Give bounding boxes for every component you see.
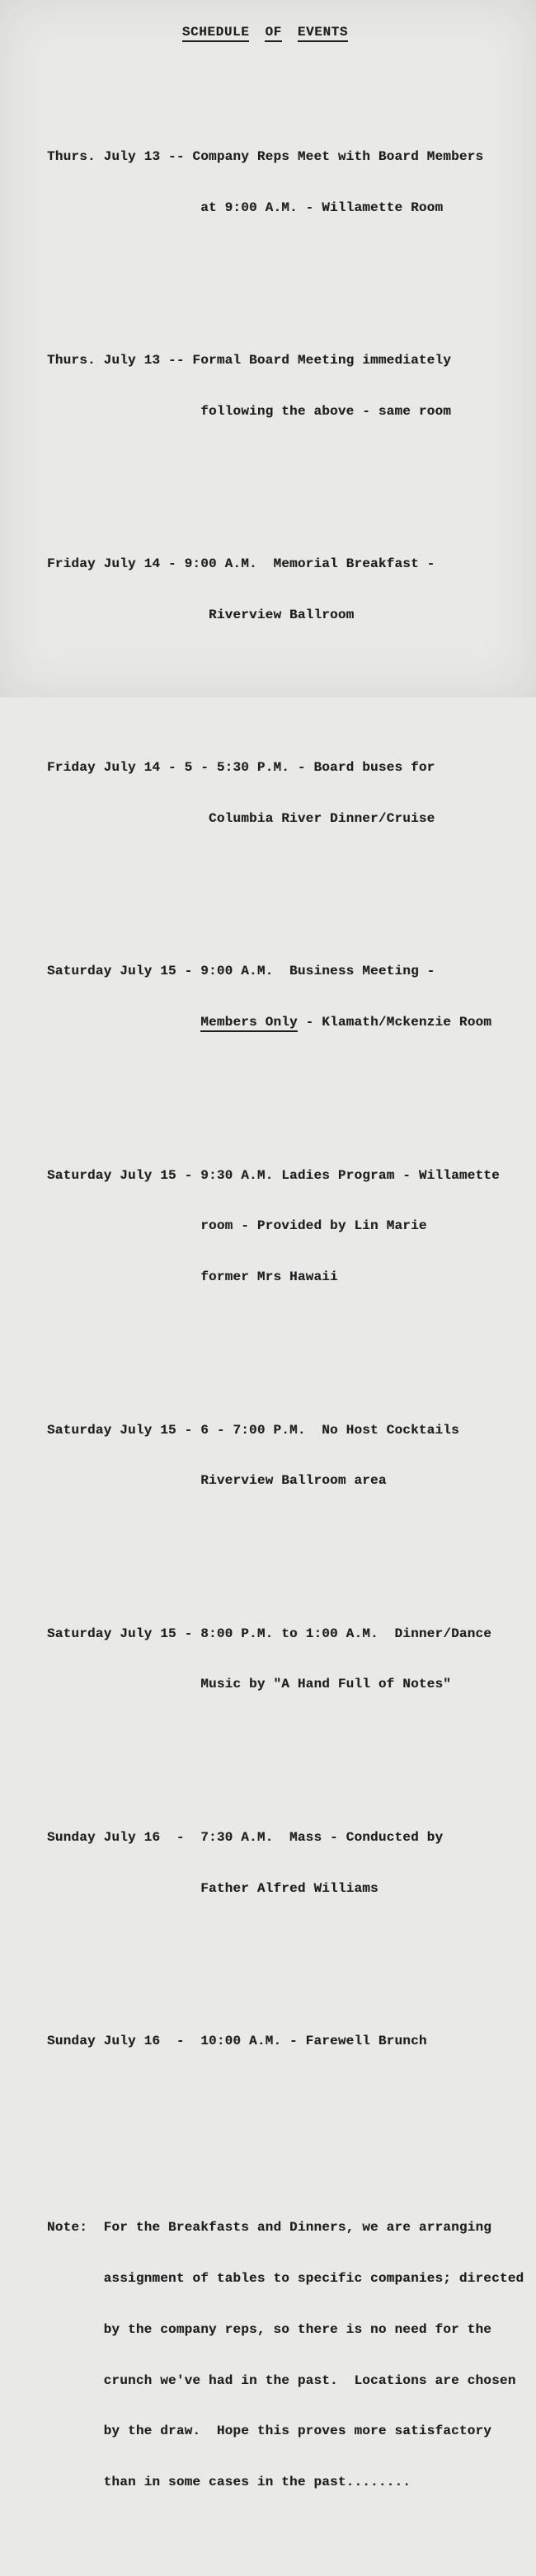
schedule-entry-line: Thurs. July 13 -- Formal Board Meeting immediately	[47, 353, 452, 368]
note-block	[47, 2185, 524, 2525]
schedule-entry-line: Riverview Ballroom area	[47, 1473, 387, 1489]
schedule-entry-line: Sunday July 16 - 10:00 A.M. - Farewell Brunch	[47, 2033, 427, 2048]
schedule-entry-line: following the above - same room	[47, 403, 452, 419]
schedule-entry-line: Friday July 14 - 9:00 A.M. Memorial Breakfast -	[47, 556, 435, 572]
schedule-entry-line: Music by "A Hand Full of Notes"	[47, 1677, 452, 1692]
schedule-entry-line-rest: - Klamath/Mckenzie Room	[297, 1015, 492, 1030]
schedule-entry	[47, 1387, 524, 1523]
schedule-entry-line: Saturday July 15 - 8:00 P.M. to 1:00 A.M. Dinner/Dance	[47, 1626, 492, 1641]
schedule-entry-line	[47, 1014, 524, 1031]
schedule-entry	[47, 318, 524, 454]
note-line: crunch we've had in the past. Locations are chosen	[47, 2372, 516, 2388]
members-only-underline: Members Only	[200, 1015, 298, 1032]
schedule-entry-line: Saturday July 15 - 6 - 7:00 P.M. No Host Cocktails	[47, 1422, 459, 1438]
note-line: by the company reps, so there is no need for the	[47, 2321, 492, 2337]
schedule-entry	[47, 929, 524, 1065]
note-line: assignment of tables to specific companies; directed	[47, 2271, 524, 2286]
indent	[47, 1015, 200, 1030]
schedule-entry-line: Columbia River Dinner/Cruise	[47, 811, 435, 827]
schedule-entry-line: room - Provided by Lin Marie	[47, 1218, 427, 1234]
schedule-entry	[47, 522, 524, 658]
note-line: by the draw. Hope this proves more satisfactory	[47, 2424, 492, 2439]
title-word-of: OF	[265, 25, 281, 42]
note-line: Note: For the Breakfasts and Dinners, we are arranging	[47, 2220, 492, 2236]
note-line: than in some cases in the past........	[47, 2475, 411, 2490]
schedule-entry-line: Father Alfred Williams	[47, 1880, 378, 1896]
schedule-entry	[47, 1133, 524, 1320]
schedule-entry-line: at 9:00 A.M. - Willamette Room	[47, 199, 444, 215]
schedule-entry-line: Riverview Ballroom	[47, 608, 355, 622]
schedule-entry-line: former Mrs Hawaii	[47, 1269, 338, 1285]
title-word-events: EVENTS	[298, 25, 348, 42]
schedule-entry	[47, 115, 524, 251]
schedule-entry-line: Saturday July 15 - 9:30 A.M. Ladies Program - Willamette	[47, 1167, 500, 1183]
schedule-entry	[47, 1795, 524, 1931]
schedule-entry-line: Friday July 14 - 5 - 5:30 P.M. - Board buses for	[47, 760, 435, 776]
schedule-entry-line: Sunday July 16 - 7:30 A.M. Mass - Conducted by	[47, 1829, 444, 1845]
title-word-schedule: SCHEDULE	[182, 25, 250, 42]
schedule-entry	[47, 1591, 524, 1727]
schedule-entry-line: Thurs. July 13 -- Company Reps Meet with Board Members	[47, 148, 484, 164]
schedule-entry	[47, 1999, 524, 2084]
schedule-entry-line: Saturday July 15 - 9:00 A.M. Business Meeting -	[47, 964, 435, 979]
schedule-list	[47, 63, 524, 2576]
schedule-entry	[47, 725, 524, 861]
page-title	[148, 10, 348, 54]
